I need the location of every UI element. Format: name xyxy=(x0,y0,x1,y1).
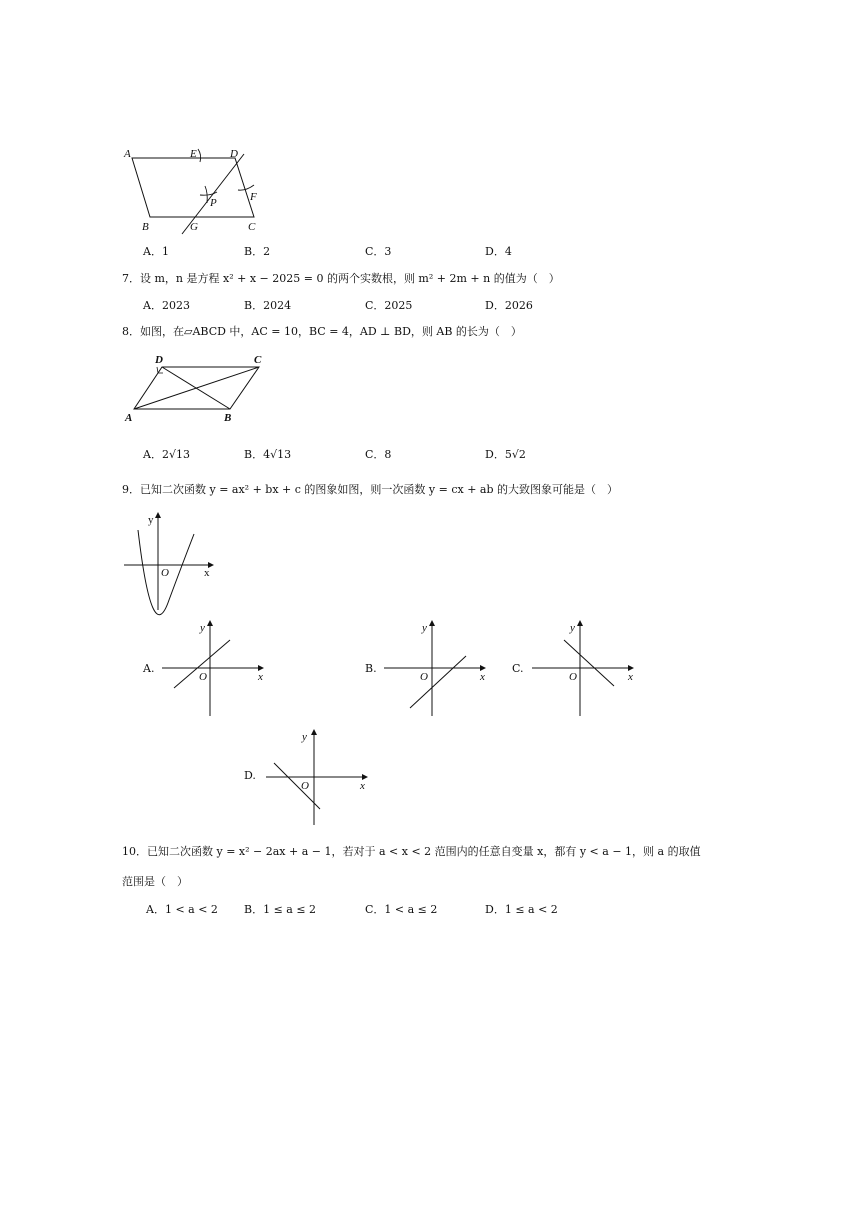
q8-option-c[interactable]: C．8 xyxy=(365,448,392,461)
q8-question-text: 8．如图，在▱ABCD 中，AC = 10，BC = 4，AD ⊥ BD，则 AB 的长为（ ） xyxy=(122,325,522,338)
q9-c-y-label: y xyxy=(570,622,575,634)
q6-label-e: E xyxy=(190,148,197,160)
q9-d-line xyxy=(274,763,320,809)
q9-option-a-graph[interactable] xyxy=(160,618,270,718)
q8-label-b: B xyxy=(224,412,232,424)
q9-option-c-graph[interactable] xyxy=(530,618,640,718)
q8-label-c: C xyxy=(254,354,262,366)
q8-option-d[interactable]: D．5√2 xyxy=(485,448,526,461)
q9-b-origin-label: O xyxy=(420,671,428,683)
q9-question-text: 9．已知二次函数 y = ax² + bx + c 的图象如图，则一次函数 y = cx + ab 的大致图象可能是（ ） xyxy=(122,483,619,496)
q9-c-x-label: x xyxy=(628,671,633,683)
q9-c-origin-label: O xyxy=(569,671,577,683)
q9-a-y-label: y xyxy=(200,622,205,634)
q9-a-origin-label: O xyxy=(199,671,207,683)
q7-option-d[interactable]: D．2026 xyxy=(485,299,533,312)
q9-a-x-label: x xyxy=(258,671,263,683)
q6-label-c: C xyxy=(248,221,256,233)
q9-option-b-label[interactable]: B. xyxy=(365,662,377,675)
q8-label-d: D xyxy=(155,354,163,366)
q8-parallelogram-figure xyxy=(122,352,272,422)
q9-option-a-label[interactable]: A. xyxy=(143,662,155,675)
q9-main-y-label: y xyxy=(148,514,154,526)
q6-label-p: P xyxy=(210,197,217,209)
q6-option-b[interactable]: B．2 xyxy=(244,245,271,258)
q6-arc-e xyxy=(198,149,201,162)
q6-label-g: G xyxy=(190,221,198,233)
q6-label-d: D xyxy=(230,148,238,160)
q9-option-c-label[interactable]: C. xyxy=(512,662,524,675)
q7-option-a[interactable]: A．2023 xyxy=(143,299,190,312)
q6-parallelogram xyxy=(132,158,254,217)
q10-option-a[interactable]: A．1 < a < 2 xyxy=(146,903,218,916)
q9-option-b-graph[interactable] xyxy=(382,618,492,718)
q6-label-f: F xyxy=(250,191,257,203)
q9-parabola-graph xyxy=(122,510,222,610)
q10-question-text-line1: 10．已知二次函数 y = x² − 2ax + a − 1，若对于 a < x < 2 范围内的任意自变量 x，都有 y < a − 1，则 a 的取值 xyxy=(122,845,701,858)
q10-option-c[interactable]: C．1 < a ≤ 2 xyxy=(365,903,438,916)
q9-c-y-arrow xyxy=(577,620,583,626)
q6-parallelogram-figure xyxy=(122,146,282,236)
q9-b-y-label: y xyxy=(422,622,427,634)
q9-d-y-arrow xyxy=(311,729,317,735)
q6-option-d[interactable]: D．4 xyxy=(485,245,512,258)
q6-label-a: A xyxy=(124,148,131,160)
q10-option-b[interactable]: B．1 ≤ a ≤ 2 xyxy=(244,903,317,916)
q9-main-y-arrow xyxy=(155,512,161,518)
q9-a-y-arrow xyxy=(207,620,213,626)
q9-main-x-label: x xyxy=(204,567,210,579)
q9-d-y-label: y xyxy=(302,731,307,743)
q10-option-d[interactable]: D．1 ≤ a < 2 xyxy=(485,903,558,916)
q8-diagonal-bd xyxy=(162,367,230,409)
q7-option-b[interactable]: B．2024 xyxy=(244,299,292,312)
q9-b-y-arrow xyxy=(429,620,435,626)
q9-option-d-graph[interactable] xyxy=(264,727,374,827)
q7-question-text: 7．设 m，n 是方程 x² + x − 2025 = 0 的两个实数根，则 m² + 2m + n 的值为（ ） xyxy=(122,272,560,285)
q9-main-origin-label: O xyxy=(161,567,169,579)
q9-d-origin-label: O xyxy=(301,780,309,792)
q6-option-a[interactable]: A．1 xyxy=(143,245,169,258)
q9-b-x-label: x xyxy=(480,671,485,683)
q9-option-d-label[interactable]: D. xyxy=(244,769,256,782)
q8-label-a: A xyxy=(125,412,133,424)
q10-question-text-line2: 范围是（ ） xyxy=(122,875,188,888)
q8-option-a[interactable]: A．2√13 xyxy=(143,448,190,461)
q9-b-line xyxy=(410,656,466,708)
q7-option-c[interactable]: C．2025 xyxy=(365,299,413,312)
q6-arc-p2 xyxy=(205,186,207,203)
q6-arc-f xyxy=(238,185,254,190)
q8-option-b[interactable]: B．4√13 xyxy=(244,448,292,461)
q6-option-c[interactable]: C．3 xyxy=(365,245,392,258)
q6-label-b: B xyxy=(142,221,149,233)
q9-d-x-label: x xyxy=(360,780,365,792)
